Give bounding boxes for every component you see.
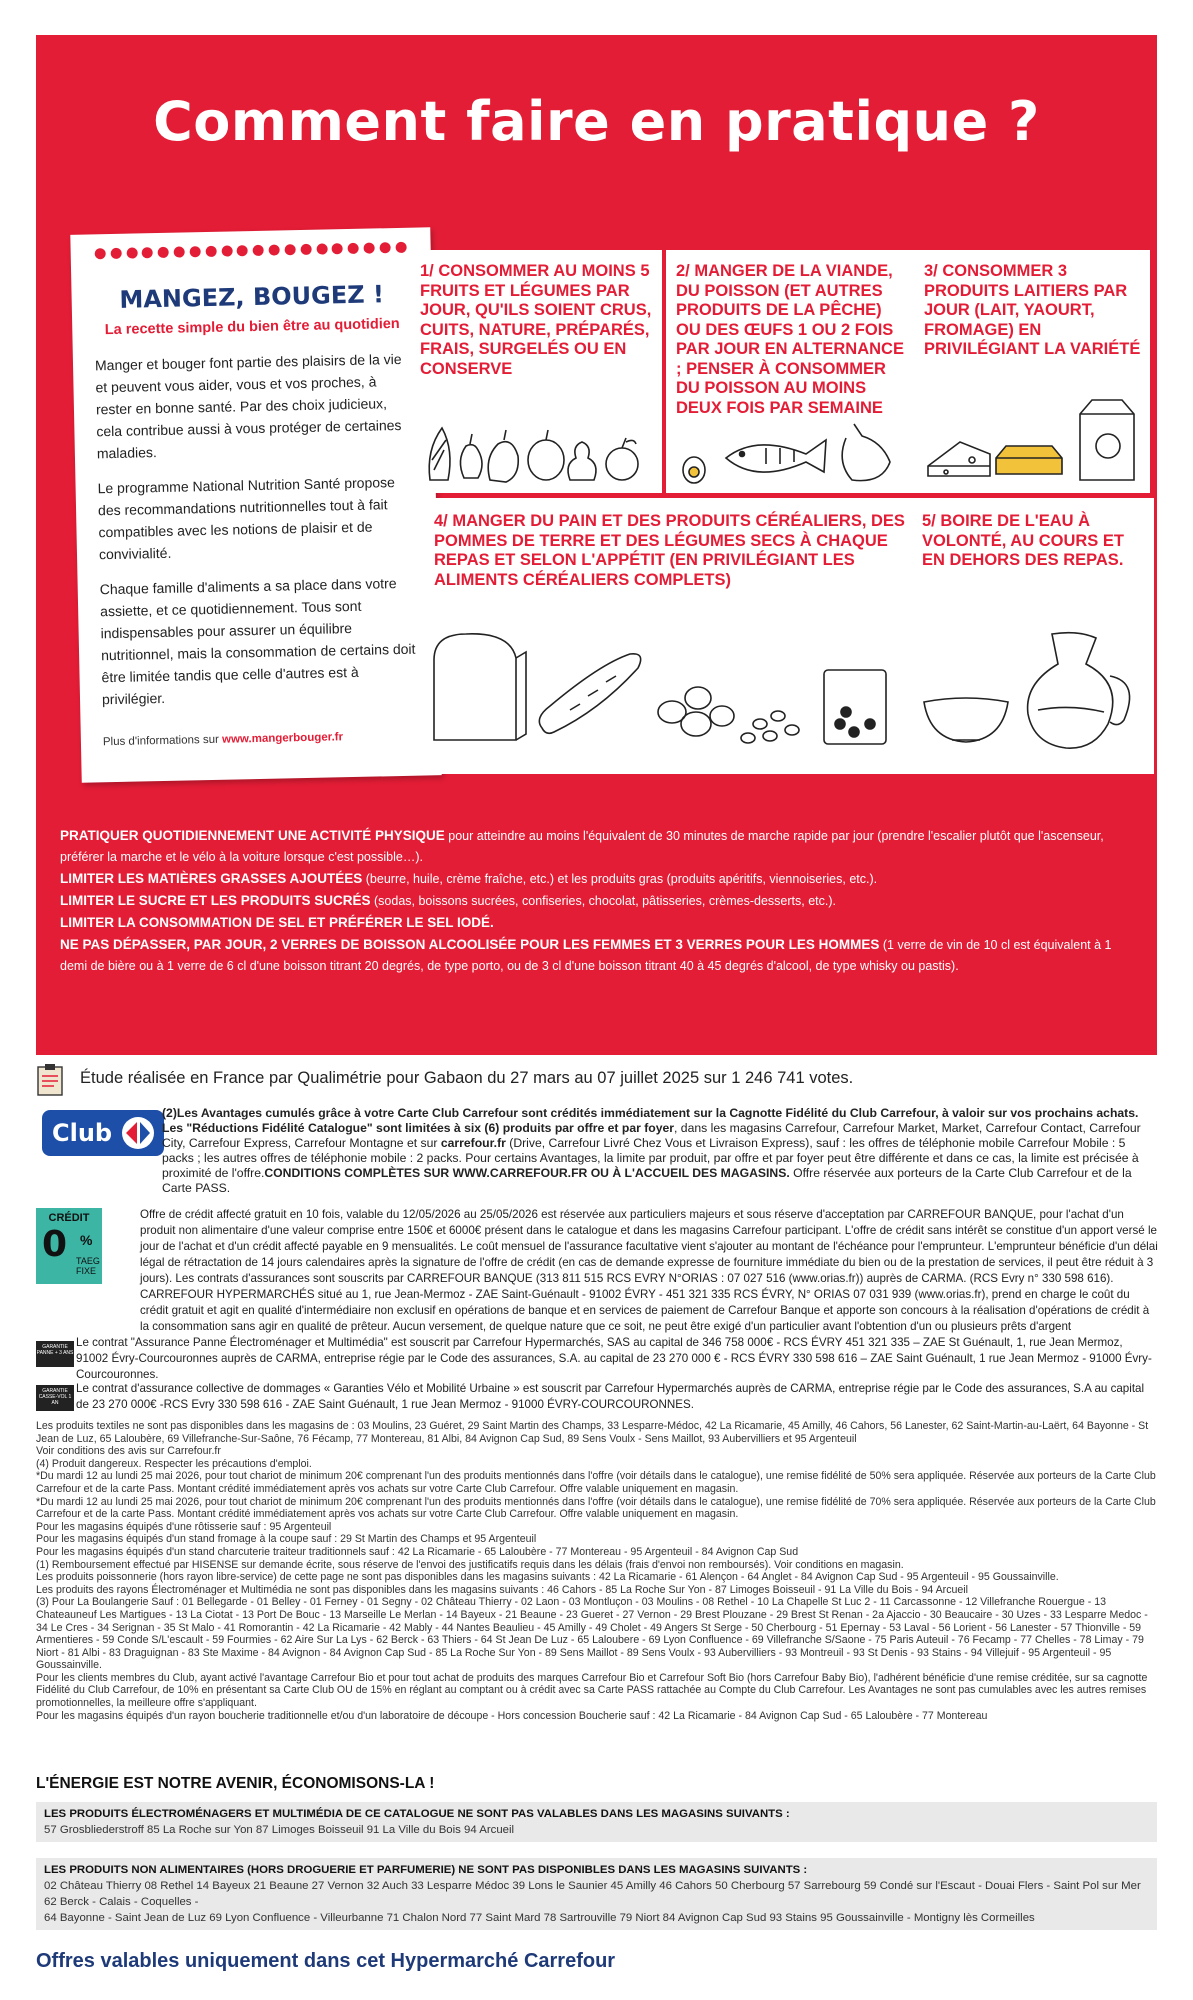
fine-print-line: Voir conditions des avis sur Carrefour.fr <box>36 1445 221 1458</box>
tip-card-1 <box>410 250 662 493</box>
warranty-badge: GARANTIE CASSE-VOL 1 AN <box>36 1385 74 1411</box>
fine-print-line: Les produits poissonnerie (hors rayon libre-service) de cette page ne sont pas disponibles dans les magasins suivants : 42 La Ricamarie - 61 Alençon - 64 Anglet - 84 Avignon Cap Sud - 95 Argenteuil - 95 Goussainville. <box>36 1571 1059 1584</box>
notepad-more-info <box>103 730 423 749</box>
clipboard-icon <box>36 1064 64 1096</box>
fine-print-line: Pour les magasins équipés d'un rayon boucherie traditionnelle et/ou d'un laboratoire de découpe - Hors concession Boucherie sauf : 42 La Ricamarie - 84 Avignon Cap Sud - 65 Laloubère - 77 Montereau <box>36 1709 988 1722</box>
fine-print-line: (3) Pour La Boulangerie Sauf : 01 Bellegarde - 01 Belley - 01 Ferney - 01 Segny - 02 Château Thierry - 02 Laon - 03 Montluçon - 03 Moulins - 08 Rethel - 10 La Chapelle St Luc 2 - 11 Carcassonne - 12 Villefranche Rouergue - 13 Chateauneuf Les Martigues - 13 La Ciotat - 13 Port De Bouc - 13 Marseille Le Merlan - 14 Bayeux - 21 Beaune - 23 Gueret - 27 Vernon - 29 Brest Plouzane - 29 Brest St Renan - 2a Ajaccio - 30 Beaucaire - 30 Uzes - 33 Lesparre Medoc - 34 Le Cres - 34 Serignan - 35 St Malo - 41 Romorantin - 42 La Ricamarie - 42 Mably - 44 Nantes Beaulieu - 45 Amilly - 49 Cholet - 49 Angers St Serge - 50 Cherbourg - 51 Epernay - 53 Laval - 56 Lorient - 56 Lanester - 57 Thionville - 59 Armentieres - 59 Conde S/L'escault - 59 Fourmies - 62 Aire Sur La Lys - 62 Berck - 63 Thiers - 64 St Jean De Luz - 65 Laloubere - 69 Lyon Confluence - 69 Villefranche S/Saone - 75 Paris Auteuil - 76 Fecamp - 77 Chelles - 78 Limay - 79 Niort - 81 Albi - 83 Draguignan - 83 Ste Maxime - 84 Avignon - 84 Avignon Cap Sud - 85 La Roche Sur Yon - 89 Sens Maillot - 89 Sens Voulx - 93 Aubervilliers - 93 Montreuil - 93 St Denis - 93 Stains - 94 Villejuif - 95 Argenteuil - 95 Goussainville. <box>36 1596 1148 1672</box>
advice-item: LIMITER LA CONSOMMATION DE SEL ET PRÉFÉRER LE SEL IODÉ. <box>60 915 494 930</box>
fine-print-line: Pour les magasins équipés d'un stand fromage à la coupe sauf : 29 St Martin des Champs et 95 Argenteuil <box>36 1533 537 1546</box>
more-info-prefix: Plus d'informations sur <box>102 733 223 749</box>
tip-card-3 <box>914 250 1150 493</box>
fine-print-line: Les produits des rayons Électroménager et Multimédia ne sont pas disponibles dans les magasins suivants : 46 Cahors - 85 La Roche Sur Yon - 87 Limoges Boisseuil - 91 La Ville du Bois - 94 Arcueil <box>36 1583 968 1596</box>
offers-footer: Offres valables uniquement dans cet Hypermarché Carrefour <box>36 1950 616 1972</box>
page-title: Comment faire en pratique ? <box>153 90 1040 153</box>
advice-list <box>60 825 1140 977</box>
fine-print-line: Les produits textiles ne sont pas disponibles dans les magasins de : 03 Moulins, 23 Guéret, 29 Saint Martin des Champs, 33 Lesparre-Médoc, 42 La Ricamarie, 45 Amilly, 46 Cahors, 56 Lanester, 62 Saint-Martin-au-Laërt, 64 Bayonne - St Jean de Luz, 65 Laloubère, 69 Villefranche-Sur-Saône, 76 Fécamp, 77 Montereau, 81 Albi, 84 Avignon Cap Sud, 89 Sens Voulx - Sens Maillot, 93 Aubervilliers et 95 Argenteuil <box>36 1420 1149 1445</box>
tip-card-4 <box>420 498 913 774</box>
box-list: 64 Bayonne - Saint Jean de Luz 69 Lyon Confluence - Villeurbanne 71 Chalon Nord 77 Saint Mard 78 Sartrouville 79 Niort 84 Avignon Cap Sud 93 Stains 95 Goussainville - Montigny lès Cormeilles <box>44 1912 1035 1924</box>
water-jug-icon <box>918 624 1146 756</box>
advice-item: LIMITER LE SUCRE ET LES PRODUITS SUCRÉS (sodas, boissons sucrées, confiseries, chocolat, pâtisseries, crèmes-desserts, etc.). <box>60 893 836 908</box>
carrefour-logo-icon <box>120 1116 156 1150</box>
tip-card-text: 5/ BOIRE DE L'EAU À VOLONTÉ, AU COURS ET EN DEHORS DES REPAS. <box>922 512 1124 569</box>
fine-print-line: Pour les magasins équipés d'un stand charcuterie traiteur traditionnels sauf : 42 La Ricamarie - 65 Laloubère - 77 Montereau - 95 Argenteuil - 84 Avignon Cap Sud <box>36 1545 799 1558</box>
notepad-paragraph: Manger et bouger font partie des plaisirs de la vie et peuvent vous aider, vous et vos proches, à rester en bonne santé. Par des choix judicieux, cela contribue aussi à vous protéger de certaines maladies. <box>94 350 402 462</box>
club-carrefour-logo <box>42 1110 164 1156</box>
fine-print-line: Pour les clients membres du Club, ayant activé l'avantage Carrefour Bio et pour tout achat de produits des marques Carrefour Bio et Carrefour Soft Bio (hors Carrefour Baby Bio), l'adhérent bénéficie d'une remise créditée, sur sa cagnotte Fidélité du Club Carrefour, de 10% en présentant sa Carte Club OU de 15% en réglant au comptant ou à crédit avec sa Carte PASS rattachée au Compte du Club Carrefour. Les Avantages ne sont pas cumulables avec les autres remises promotionnelles, la meilleure offre s'appliquant. <box>36 1671 1148 1710</box>
fine-print-line: *Du mardi 12 au lundi 25 mai 2026, pour tout chariot de minimum 20€ comprenant l'un des produits mentionnés dans l'offre (voir détails dans le catalogue), une remise fidélité de 70% sera appliquée. Réservée aux porteurs de la Carte Club Carrefour et de la carte Pass. Montant crédité immédiatement après vos achats sur votre Carte Club Carrefour. Offre valable uniquement en magasin. <box>36 1495 1156 1521</box>
fine-print-line: *Du mardi 12 au lundi 25 mai 2026, pour tout chariot de minimum 20€ comprenant l'un des produits mentionnés dans l'offre (voir détails dans le catalogue), une remise fidélité de 50% sera appliquée. Réservée aux porteurs de la Carte Club Carrefour et de la carte Pass. Montant crédité immédiatement après vos achats sur votre Carte Club Carrefour. Offre valable uniquement en magasin. <box>36 1470 1156 1495</box>
box-title: LES PRODUITS NON ALIMENTAIRES (HORS DROGUERIE ET PARFUMERIE) NE SONT PAS DISPONIBLES DANS LES MAGASINS SUIVANTS : <box>44 1864 808 1876</box>
advice-item: LIMITER LES MATIÈRES GRASSES AJOUTÉES (beurre, huile, crème fraîche, etc.) et les produits gras (produits apéritifs, viennoiseries, etc.). <box>60 871 878 886</box>
notepad-paragraph: Chaque famille d'aliments a sa place dans votre assiette, et ce quotidiennement. Tous sont indispensables pour assurer un équilibre nutritionnel, mais la consommation de certains doit être limitée tandis que celle d'autres est à privilégier. <box>99 575 416 708</box>
tip-card-5 <box>908 498 1154 774</box>
insurance-text: Le contrat d'assurance collective de dommages « Garanties Vélo et Mobilité Urbaine » est souscrit par Carrefour Hypermarchés auprès de CARMA, entreprise régie par le Code des assurances, S.A au capital de 23 270 000€ -RCS Evry 330 598 616 - ZAE Saint Guénault, 1 rue Jean Mermoz - 91000 ÉVRY-COURCOURONNES. <box>76 1382 1145 1411</box>
box-list: 02 Château Thierry 08 Rethel 14 Bayeux 21 Beaune 27 Vernon 32 Auch 33 Lesparre Médoc 39 Lons le Saunier 45 Amilly 46 Cahors 50 Cherbourg 57 Sarrebourg 59 Condé sur l'Escaut - Douai Flers - Saint Pol sur Mer 62 Berck - Calais - Coquelles - <box>44 1880 1141 1908</box>
carrefour-link[interactable]: carrefour.fr <box>440 1136 506 1150</box>
energy-slogan: L'ÉNERGIE EST NOTRE AVENIR, ÉCONOMISONS-LA ! <box>36 1775 435 1792</box>
tip-card-text: 1/ CONSOMMER AU MOINS 5 FRUITS ET LÉGUMES PAR JOUR, QU'ILS SOIENT CRUS, CUITS, NATURE, PRÉPARÉS, FRAIS, SURGELÉS OU EN CONSERVE <box>420 262 652 378</box>
tip-card-text: 2/ MANGER DE LA VIANDE, DU POISSON (ET AUTRES PRODUITS DE LA PÊCHE) OU DES ŒUFS 1 OU 2 FOIS PAR JOUR EN ALTERNANCE ; PENSER À CONSOMMER DU POISSON AU MOINS DEUX FOIS PAR SEMAINE <box>676 262 904 417</box>
dairy-icon <box>922 392 1144 486</box>
tip-card-text: 3/ CONSOMMER 3 PRODUITS LAITIERS PAR JOUR (LAIT, YAOURT, FROMAGE) EN PRIVILÉGIANT LA VARIÉTÉ <box>924 262 1141 358</box>
tip-card-text: 4/ MANGER DU PAIN ET DES PRODUITS CÉRÉALIERS, DES POMMES DE TERRE ET DES LÉGUMES SECS À CHAQUE REPAS ET SELON L'APPÉTIT (EN PRIVILÉGIANT LES ALIMENTS CÉRÉALIERS COMPLETS) <box>434 512 905 589</box>
fruits-vegetables-icon <box>420 420 652 486</box>
club-logo-text: Club <box>52 1119 113 1147</box>
tip-card-2 <box>666 250 914 493</box>
box-title: LES PRODUITS ÉLECTROMÉNAGERS ET MULTIMÉDIA DE CE CATALOGUE NE SONT PAS VALABLES DANS LES MAGASINS SUIVANTS : <box>44 1808 790 1820</box>
insurance-text: Le contrat "Assurance Panne Électroménager et Multimédia" est souscrit par Carrefour Hypermarchés, SAS au capital de 346 758 000€ - RCS ÉVRY 451 321 335 – ZAE St Guénault, 1, rue Jean Mermoz, 91002 Évry-Courcouronnes auprès de CARMA, entreprise régie par le Code des assurances, S.A. au capital de 23 270 000 € - RCS ÉVRY 330 598 616 – ZAE Saint Guénault, 1 rue Jean Mermoz - 91000 Évry-Courcouronnes. <box>76 1336 1152 1381</box>
fine-print-line: Pour les magasins équipés d'une rôtisserie sauf : 95 Argenteuil <box>36 1520 332 1533</box>
notepad-body <box>95 348 421 724</box>
mangez-bougez-notepad <box>70 227 441 782</box>
notepad-title: MANGEZ, BOUGEZ ! <box>119 280 385 314</box>
advice-item: PRATIQUER QUOTIDIENNEMENT UNE ACTIVITÉ PHYSIQUE pour atteindre au moins l'équivalent de 30 minutes de marche rapide par jour (prendre l'escalier plutôt que l'ascenseur, préférer la marche et le vélo à la voiture lorsque c'est possible…). <box>60 828 1104 864</box>
notepad-rings <box>95 242 407 263</box>
warranty-badge: GARANTIE PANNE + 3 ANS <box>36 1341 74 1367</box>
bread-cereals-icon <box>430 624 906 754</box>
credit-0-badge: CRÉDIT 0 % TAEG FIXE <box>36 1208 102 1284</box>
nutrition-panel <box>36 35 1157 1055</box>
advice-item: NE PAS DÉPASSER, PAR JOUR, 2 VERRES DE BOISSON ALCOOLISÉE POUR LES FEMMES ET 3 VERRES POUR LES HOMMES (1 verre de vin de 10 cl est équivalent à 1 demi de bière ou à 1 verre de 6 cl d'une boisson titrant 20 degrés, de type porto, ou de 3 cl d'une boisson titrant 40 à 45 degrés d'alcool, de type whisky ou pastis). <box>60 937 1112 973</box>
mangerbouger-link[interactable]: www.mangerbouger.fr <box>221 731 344 746</box>
non-food-exclusion-box <box>36 1858 1157 1930</box>
club-conditions: (2)Les Avantages cumulés grâce à votre Carte Club Carrefour sont crédités immédiatement sur la Cagnotte Fidélité du Club Carrefour, à valoir sur vos prochains achats. Les "Réductions Fidélité Catalogue" sont limitées à six (6) produits par offre et par foyer, dans les magasins Carrefour, Carrefour Market, Market, Carrefour Contact, Carrefour City, Carrefour Express, Carrefour Montagne et sur carrefour.fr (Drive, Carrefour Livré Chez Vous et Livraison Express), sauf : les offres de téléphonie mobile Carrefour Mobile : 5 packs ; les autres offres de téléphonie mobile : 2 packs. Pour certains Avantages, la limite par produit, par offre et par foyer peut être différente et dans ce cas, la limite est précisée à proximité de l'offre.CONDITIONS COMPLÈTES SUR WWW.CARREFOUR.FR OU À L'ACCUEIL DES MAGASINS. Offre réservée aux porteurs de la Carte Club Carrefour et de la Carte PASS. <box>162 1106 1141 1195</box>
box-list: 57 Grosbliederstroff 85 La Roche sur Yon 87 Limoges Boisseuil 91 La Ville du Bois 94 Arcueil <box>44 1824 515 1836</box>
notepad-paragraph: Le programme National Nutrition Santé propose des recommandations nutritionnelles tout à fait compatibles avec les notions de plaisir et de convivialité. <box>97 474 395 563</box>
fine-print-line: (1) Remboursement effectué par HISENSE sur demande écrite, sous réserve de l'envoi des justificatifs requis dans les délais (frais d'envoi non remboursés). Voir conditions en magasin. <box>36 1558 904 1571</box>
study-text: Étude réalisée en France par Qualimétrie pour Gabaon du 27 mars au 07 juillet 2025 sur 1 246 741 votes. <box>80 1069 854 1087</box>
egg-fish-meat-icon <box>676 418 906 488</box>
credit-conditions: Offre de crédit affecté gratuit en 10 fois, valable du 12/05/2026 au 25/05/2026 est réservée aux particuliers majeurs et sous réserve d'acceptation par CARREFOUR BANQUE, pour l'achat d'un produit non alimentaire d'une valeur comprise entre 150€ et 6000€ présent dans le catalogue et dans les magasins Carrefour participant. L'offre de crédit sans intérêt se constitue d'un apport versé le jour de l'achat et d'un crédit affecté payable en 9 mensualités. Le coût mensuel de l'assurance facultative vient s'ajouter au montant de l'échéance pour l'emprunteur. L'emprunteur bénéficie d'un délai légal de rétractation de 14 jours calendaires après la signature de l'offre de crédit (en cas de demande expresse de fourniture immédiate du bien ou de la prestation de services, il peut être réduit à 3 jours). Les contrats d'assurances sont souscrits par CARREFOUR BANQUE (313 811 515 RCS EVRY N°ORIAS : 07 027 516 (www.orias.fr)) auprès de CARMA. (RCS Evry n° 330 598 616). CARREFOUR HYPERMARCHÉS situé au 1, rue Jean-Mermoz - ZAE Saint-Guénault - 91002 ÉVRY - 451 321 335 RCS ÉVRY, N° ORIAS 07 031 939 (www.orias.fr), prend en charge le coût du crédit gratuit et agit en qualité d'intermédiaire non exclusif en opérations de banque et en services de paiement de Carrefour Banque et apporte son concours à la réalisation d'opérations de crédit à la consommation sans agir en qualité de prêteur. Aucun versement, de quelque nature que ce soit, ne peut être exigé d'un particulier avant l'obtention d'un ou plusieurs prêts d'argent <box>140 1208 1158 1333</box>
study-line <box>36 1064 1157 1098</box>
electromenager-exclusion-box <box>36 1802 1157 1842</box>
notepad-subtitle: La recette simple du bien être au quotidien <box>104 315 400 339</box>
fine-print-line: (4) Produit dangereux. Respecter les précautions d'emploi. <box>36 1457 312 1470</box>
fine-print <box>36 1420 1157 1722</box>
